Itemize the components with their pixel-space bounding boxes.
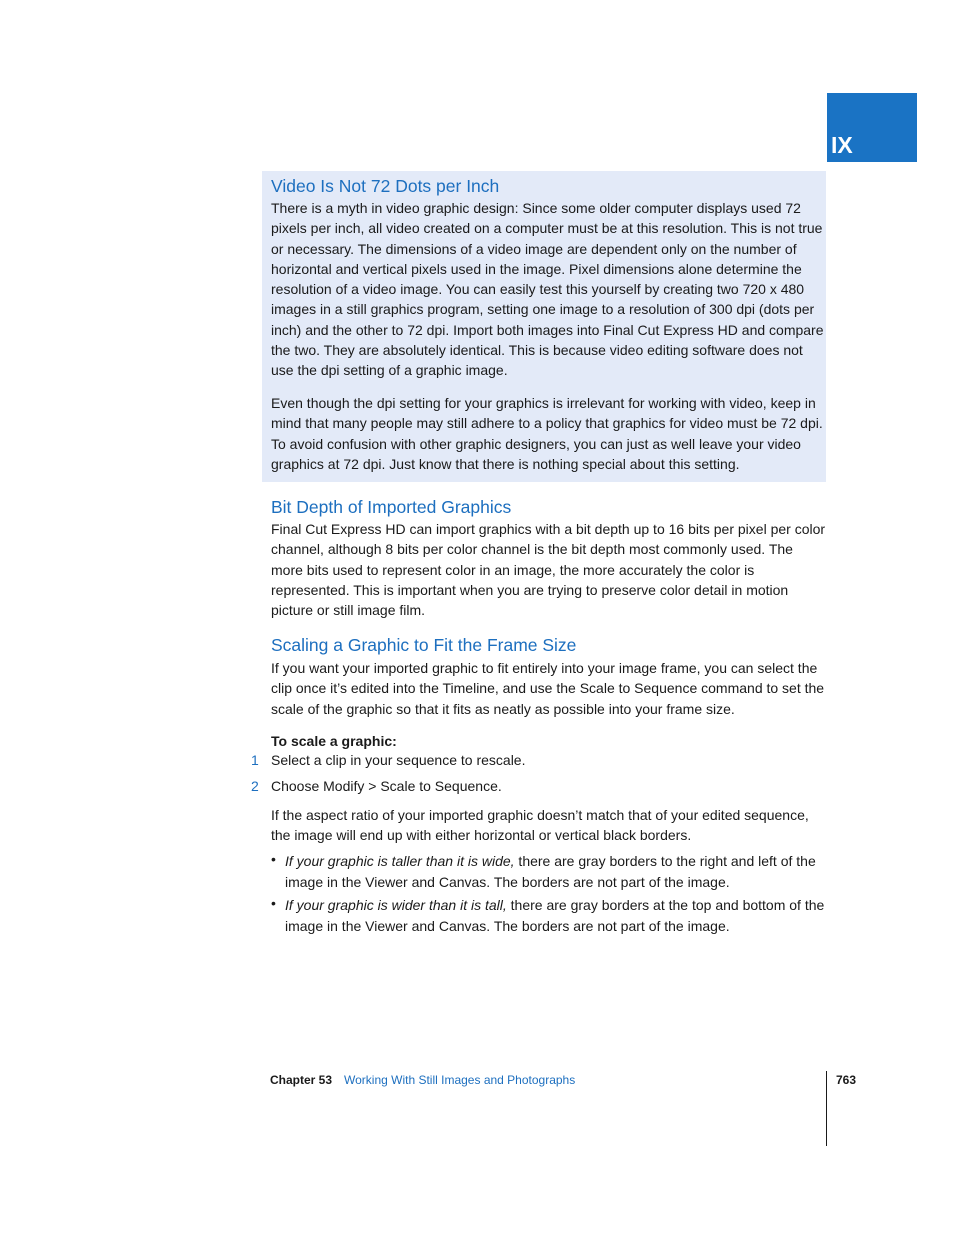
bullet-item xyxy=(285,895,830,937)
page-number: 763 xyxy=(836,1073,857,1087)
part-tab-label: IX xyxy=(831,132,853,158)
part-tab xyxy=(827,93,917,162)
scaling-body: If you want your imported graphic to fit entirely into your image frame, you can select the clip once it’s edited into the Timeline, and use the Scale to Sequence command to set the scale of the graphic so that it fits as neatly as possible into your frame size. xyxy=(271,660,825,717)
after-steps-paragraph: If the aspect ratio of your imported graphic doesn’t match that of your edited sequence, the image will end up with either horizontal or vertical black borders. xyxy=(271,807,809,844)
scaling-heading: Scaling a Graphic to Fit the Frame Size xyxy=(271,635,577,655)
step-text: Select a clip in your sequence to rescale. xyxy=(271,752,526,768)
bullet-lead: If your graphic is taller than it is wide, xyxy=(285,853,515,869)
bullet-marker: • xyxy=(271,895,276,911)
bit-depth-heading: Bit Depth of Imported Graphics xyxy=(271,497,512,517)
task-label: To scale a graphic: xyxy=(271,733,397,749)
sidebar-heading: Video Is Not 72 Dots per Inch xyxy=(271,176,500,196)
bullet-item xyxy=(285,851,830,893)
sidebar-paragraph-2: Even though the dpi setting for your graphics is irrelevant for working with video, keep in mind that many people may still adhere to a policy that graphics for video must be 72 dpi. To avoid confusion with other graphic designers, you can just as well leave your video graphics at 72 dpi. Just know that there is nothing special about this setting. xyxy=(271,395,823,472)
step-number: 2 xyxy=(251,778,259,794)
bit-depth-body: Final Cut Express HD can import graphics with a bit depth up to 16 bits per pixel per color channel, although 8 bits per color channel is the bit depth most commonly used. The more bits used to represent color in an image, the more accurately the color is represented. This is important when you are trying to preserve color detail in motion picture or still image film. xyxy=(271,521,826,618)
sidebar-paragraph-1: There is a myth in video graphic design: Since some older computer displays used 72 pixels per inch, all video created on a computer must be at this resolution. This is not true or necessary. The dimensions of a video image are dependent only on the number of horizontal and vertical pixels used in the image. Pixel dimensions alone determine the resolution of a video image. You can easily test this yourself by creating two 720 x 480 images in a still graphics program, setting one image to a resolution of 300 dpi (dots per inch) and the other to 72 dpi. Import both images into Final Cut Express HD and compare the two. They are absolutely identical. This is because video editing software does not use the dpi setting of a graphic image. xyxy=(271,200,824,378)
step-number: 1 xyxy=(251,752,259,768)
step-text: Choose Modify > Scale to Sequence. xyxy=(271,778,502,794)
bullet-body: there are gray borders to the right and left of the image in the Viewer and Canvas. The borders are not part of the image. xyxy=(285,853,816,890)
footer-chapter: Chapter 53 xyxy=(270,1073,333,1087)
footer-chapter-title: Working With Still Images and Photographs xyxy=(344,1073,576,1087)
footer-divider xyxy=(826,1071,827,1146)
bullet-marker: • xyxy=(271,851,276,867)
bullet-body: there are gray borders at the top and bottom of the image in the Viewer and Canvas. The borders are not part of the image. xyxy=(285,897,825,934)
bullet-lead: If your graphic is wider than it is tall, xyxy=(285,897,507,913)
